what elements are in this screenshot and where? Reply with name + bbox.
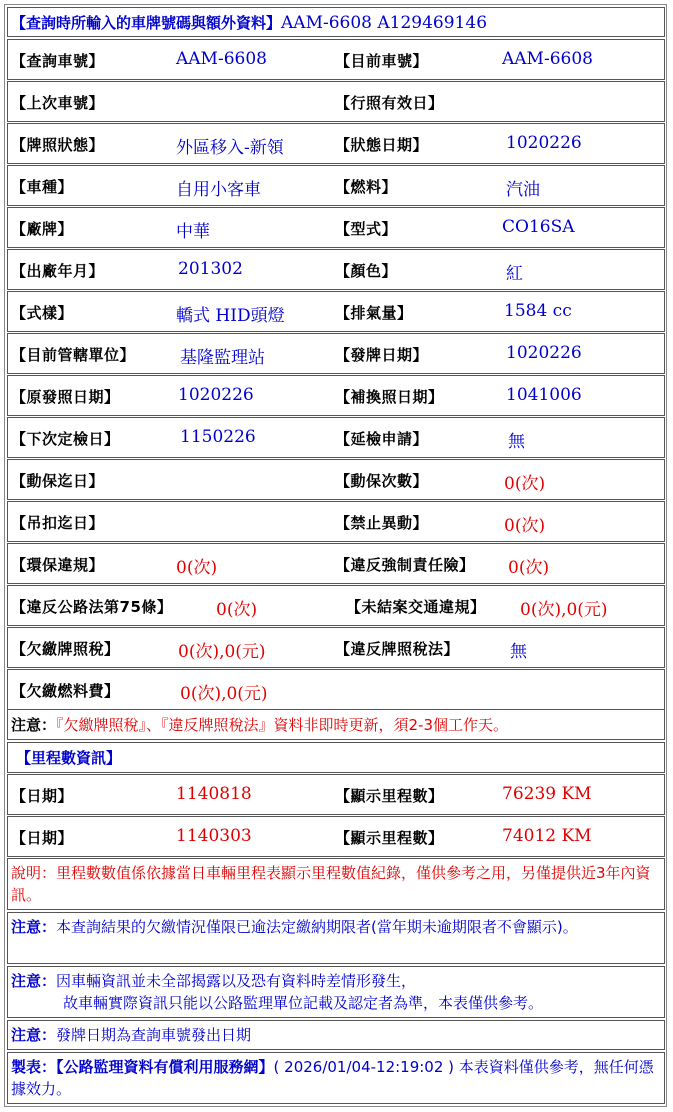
mileage-reading-label: 【顯示里程數】 <box>335 829 444 847</box>
field-value: 無 <box>508 432 525 452</box>
note-text: 本查詢結果的欠繳情況僅限已逾法定繳納期限者(當年期未逾期限者不會顯示)。 <box>56 918 578 936</box>
note-text-line: 因車輛資訊並未全部揭露以及恐有資料時差情形發生， <box>56 972 417 990</box>
note-label: 注意： <box>11 1026 57 1044</box>
field-label: 【燃料】 <box>335 178 398 196</box>
field-value: 1020226 <box>178 385 254 405</box>
vehicle-field-row <box>7 39 665 80</box>
field-label: 【違反牌照稅法】 <box>335 640 460 658</box>
field-label: 【欠繳牌照稅】 <box>11 640 120 658</box>
vehicle-field-row <box>7 249 665 290</box>
field-label: 【車種】 <box>11 178 74 196</box>
field-value: 1020226 <box>506 343 582 363</box>
note-text: 發牌日期為查詢車號發出日期 <box>56 1026 252 1044</box>
vehicle-field-row <box>7 375 665 416</box>
tax-note-label: 注意： <box>11 716 57 734</box>
field-value: 0(次) <box>504 516 546 536</box>
header-title: 【查詢時所輸入的車牌號碼與額外資料】 <box>11 14 282 32</box>
field-value: AAM-6608 <box>502 49 593 69</box>
mileage-explanation-text: 說明：里程數數值係依據當日車輛里程表顯示里程數值紀錄，僅供參考之用，另僅提供近3年內資訊。 <box>11 864 651 904</box>
mileage-explanation <box>7 858 665 910</box>
field-label: 【行照有效日】 <box>335 94 444 112</box>
vehicle-field-row <box>7 459 665 500</box>
field-value: 汽油 <box>506 180 540 200</box>
field-label: 【出廠年月】 <box>11 262 105 280</box>
field-label: 【違反強制責任險】 <box>335 556 475 574</box>
field-label: 【上次車號】 <box>11 94 105 112</box>
field-value: 0(次),0(元) <box>520 600 608 620</box>
vehicle-field-row <box>7 291 665 332</box>
field-label: 【未結案交通違規】 <box>346 598 486 616</box>
disclosure-note <box>7 966 665 1018</box>
field-label: 【發牌日期】 <box>335 346 429 364</box>
field-value: 0(次) <box>216 600 258 620</box>
field-label: 【下次定檢日】 <box>11 430 120 448</box>
field-label: 【廠牌】 <box>11 220 74 238</box>
mileage-reading-value: 76239 KM <box>502 784 592 804</box>
field-label: 【動保次數】 <box>335 472 429 490</box>
mileage-row <box>7 816 665 857</box>
field-label: 【禁止異動】 <box>335 514 429 532</box>
note-label: 注意： <box>11 918 57 936</box>
field-value: 201302 <box>178 259 243 279</box>
field-value: 基隆監理站 <box>180 348 265 368</box>
vehicle-field-row <box>7 501 665 542</box>
field-value: CO16SA <box>502 217 575 237</box>
vehicle-field-row <box>7 165 665 206</box>
field-label: 【排氣量】 <box>335 304 413 322</box>
field-value: 無 <box>510 642 527 662</box>
mileage-date-value: 1140818 <box>176 784 252 804</box>
field-value: 1584 cc <box>504 301 572 321</box>
report-footer <box>7 1052 665 1104</box>
mileage-reading-label: 【顯示里程數】 <box>335 787 444 805</box>
vehicle-field-row <box>7 585 665 626</box>
vehicle-field-row <box>7 207 665 248</box>
field-label: 【顏色】 <box>335 262 398 280</box>
field-value: 1150226 <box>180 427 256 447</box>
header-line <box>11 12 487 33</box>
field-value: 0(次) <box>176 558 218 578</box>
field-value: 外區移入-新領 <box>176 138 284 158</box>
field-label: 【牌照狀態】 <box>11 136 105 154</box>
header-plate-id: AAM-6608 A129469146 <box>281 13 488 33</box>
mileage-date-label: 【日期】 <box>11 787 74 805</box>
field-value: 中華 <box>176 222 210 242</box>
query-header <box>7 7 665 37</box>
field-label: 【動保迄日】 <box>11 472 105 490</box>
vehicle-field-row <box>7 417 665 458</box>
mileage-title: 【里程數資訊】 <box>16 749 122 767</box>
field-label: 【欠繳燃料費】 <box>11 682 120 700</box>
field-value: 1041006 <box>506 385 582 405</box>
footer-text: ( 2026/01/04-12:19:02 ) 本表資料僅供參考，無任何憑據效力。 <box>11 1058 654 1098</box>
field-value: 紅 <box>506 264 523 284</box>
mileage-date-value: 1140303 <box>176 826 252 846</box>
field-value: 0(次),0(元) <box>180 684 268 704</box>
mileage-date-label: 【日期】 <box>11 829 74 847</box>
field-label: 【吊扣迄日】 <box>11 514 105 532</box>
field-label: 【目前車號】 <box>335 52 429 70</box>
field-label: 【目前管轄單位】 <box>11 346 136 364</box>
field-value: 轎式 HID頭燈 <box>176 306 285 326</box>
field-value: 1020226 <box>506 133 582 153</box>
mileage-section-title <box>7 742 665 773</box>
note-label: 注意： <box>11 972 57 990</box>
field-label: 【延檢申請】 <box>335 430 429 448</box>
field-value: 0(次) <box>508 558 550 578</box>
field-label: 【原發照日期】 <box>11 388 120 406</box>
field-label: 【環保違規】 <box>11 556 105 574</box>
mileage-reading-value: 74012 KM <box>502 826 592 846</box>
field-label: 【違反公路法第75條】 <box>11 598 173 616</box>
field-label: 【查詢車號】 <box>11 52 105 70</box>
field-value: AAM-6608 <box>176 49 267 69</box>
vehicle-field-row <box>7 333 665 374</box>
vehicle-field-row <box>7 123 665 164</box>
vehicle-field-row <box>7 81 665 122</box>
vehicle-field-row <box>7 627 665 668</box>
field-label: 【式樣】 <box>11 304 74 322</box>
field-value: 0(次) <box>504 474 546 494</box>
arrears-note <box>7 912 665 964</box>
footer-service-name: 【公路監理資料有償利用服務網】 <box>56 1058 274 1076</box>
issue-date-note <box>7 1020 665 1050</box>
field-value: 自用小客車 <box>176 180 261 200</box>
field-label: 【補換照日期】 <box>335 388 444 406</box>
tax-note <box>7 709 665 740</box>
field-label: 【狀態日期】 <box>335 136 429 154</box>
field-value: 0(次),0(元) <box>178 642 266 662</box>
field-label: 【型式】 <box>335 220 398 238</box>
mileage-row <box>7 774 665 815</box>
vehicle-field-row <box>7 669 665 710</box>
note-text-line: 故車輛實際資訊只能以公路監理單位記載及認定者為準，本表僅供參考。 <box>63 994 544 1012</box>
vehicle-field-row <box>7 543 665 584</box>
footer-label: 製表： <box>11 1058 57 1076</box>
tax-note-text: 『欠繳牌照稅』、『違反牌照稅法』資料非即時更新，須2-3個工作天。 <box>56 716 509 734</box>
